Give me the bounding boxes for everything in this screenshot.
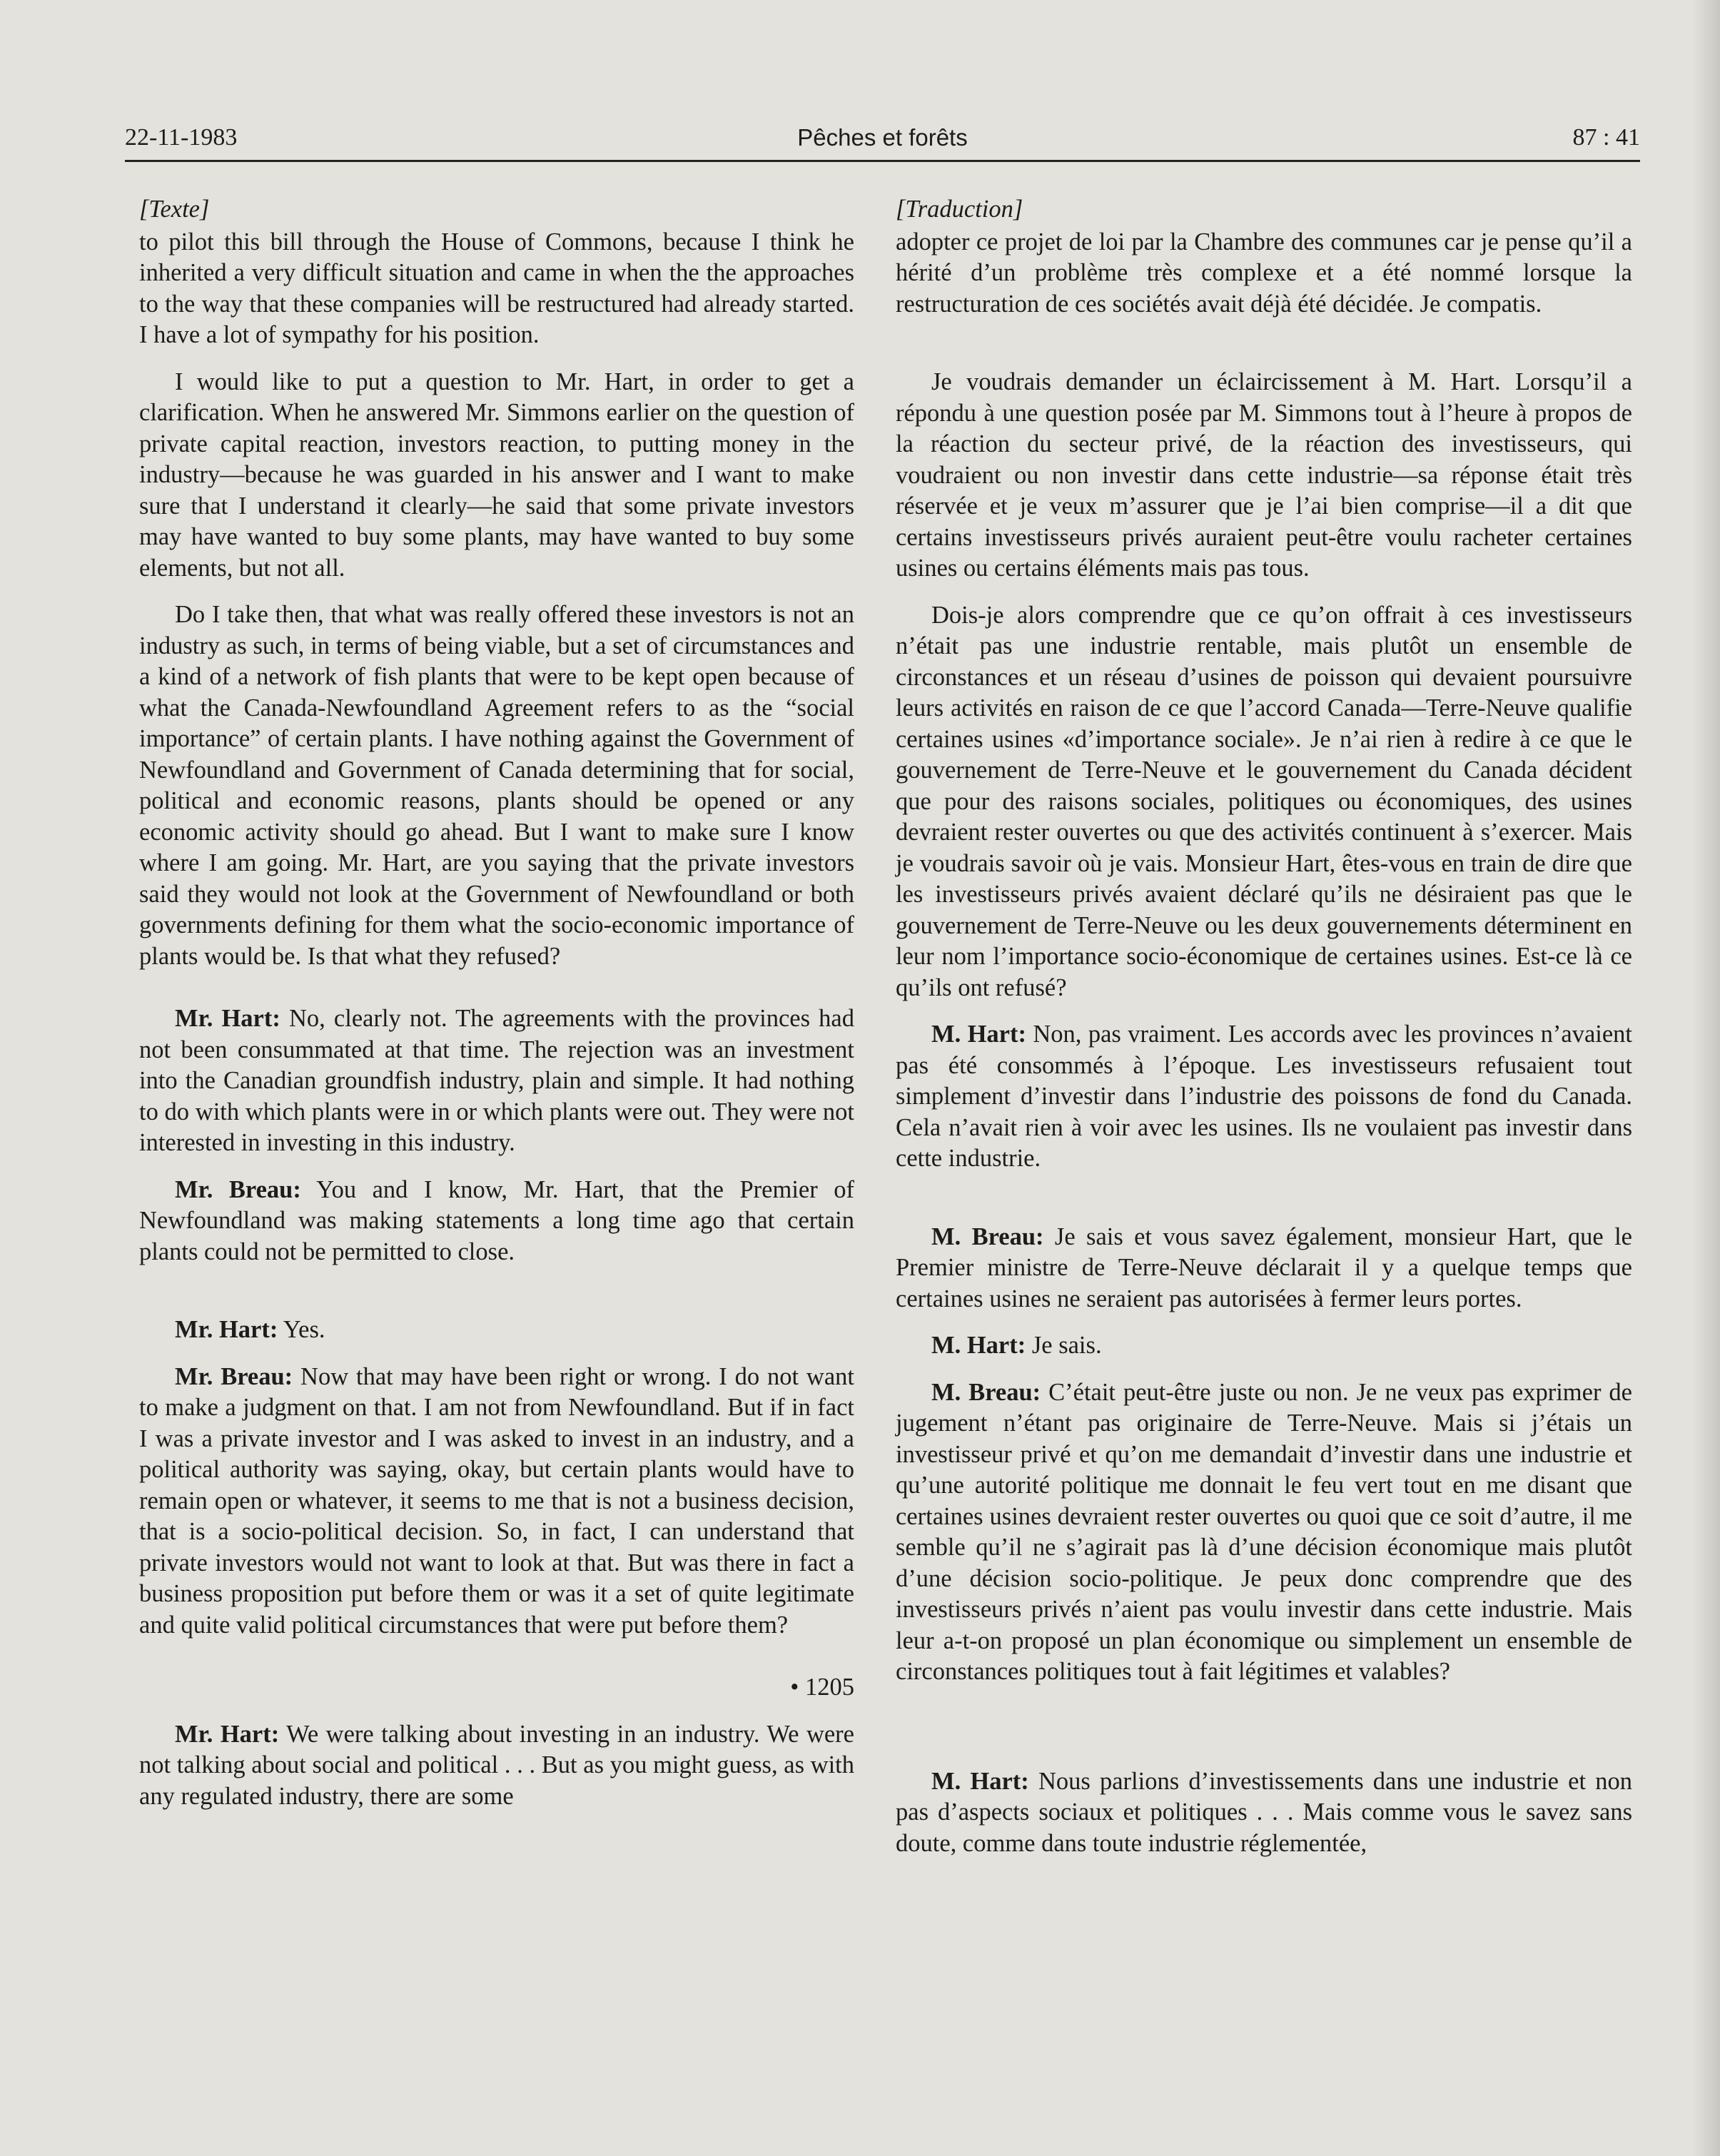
page-header [125,120,1640,160]
column-label-texte: [Texte] [139,196,210,223]
speech-mr-breau: Mr. Breau: You and I know, Mr. Hart, that the Premier of Newfoundland was making statements a long time ago that certain plants could not be permitted to close. [139,1175,854,1265]
paragraph: I would like to put a question to Mr. Hart, in order to get a clarification. When he answered Mr. Simmons earlier on the question of private capital reaction, investors reaction, to putting money in the industry—because he was guarded in his answer and I want to make sure that I understand it clearly—he said that some private investors may have wanted to buy some plants, may have wanted to buy some elements, but not all. [139,368,854,582]
speaker-label: M. Breau: [931,1223,1044,1250]
speech-m-breau: M. Breau: C’était peut-être juste ou non. Je ne veux pas exprimer de jugement n’étant pas originaire de Terre-Neuve. Mais si j’étais un investisseur privé et qu’on me demandait d’investir dans une industrie et qu’une autorité politique me donnait le feu vert tout en me disant que certaines usines devraient rester ouvertes ou quoi que ce soit d’autre, il me semble qu’il ne s’agirait pas là d’une décision économique mais plutôt d’une décision socio-politique. Je peux donc comprendre que des investisseurs privés n’aient pas voulu investir dans cette industrie. Mais leur a-t-on proposé un plan économique ou simplement un ensemble de circonstances politiques tout à fait légitimes et valables? [896,1378,1632,1685]
speaker-label: M. Breau: [931,1378,1041,1406]
paragraph: Do I take then, that what was really offered these investors is not an industry as such, in terms of being viable, but a set of circumstances and a kind of a network of fish plants that were to be kept open because of what the Canada-Newfoundland Agreement refers to as the “social importance” of certain plants. I have nothing against the Government of Newfoundland and Government of Canada determining that for social, political and economic reasons, plants should be opened or any economic activity should go ahead. But I want to make sure I know where I am going. Mr. Hart, are you saying that the private investors said they would not look at the Government of Newfoundland or both governments defining for them what the socio-economic importance of plants would be. Is that what they refused? [139,601,854,970]
header-rule [125,160,1640,162]
speech-mr-hart: Mr. Hart: We were talking about investing in an industry. We were not talking about social and political . . . But as you might guess, as with any regulated industry, there are some [139,1720,854,1810]
speaker-label: Mr. Hart: [175,1720,280,1748]
speech-mr-hart: Mr. Hart: Yes. [175,1316,325,1343]
speech-mr-breau: Mr. Breau: Now that may have been right or wrong. I do not want to make a judgment on that. I am not from Newfoundland. But if in fact I was a private investor and I was asked to invest in an industry, and a political authority was saying, okay, but certain plants would have to remain open or whatever, it seems to me that is not a business decision, that is a socio-political decision. So, in fact, I can understand that private investors would not want to look at that. But was there in fact a business proposition put before them or was it a set of quite legitimate and quite valid political circumstances that were put before them? [139,1362,854,1639]
speaker-label: M. Hart: [931,1332,1026,1359]
speech-m-hart: M. Hart: Nous parlions d’investissements dans une industrie et non pas d’aspects sociaux et politiques . . . Mais comme vous le savez sans doute, comme dans toute industrie réglementée, [896,1767,1632,1857]
time-marker: • 1205 [790,1674,854,1701]
paragraph: adopter ce projet de loi par la Chambre des communes car je pense qu’il a hérité d’un problème très complexe et a été nommé lorsque la restructuration de ces sociétés avait déjà été décidée. Je compatis. [896,228,1632,318]
english-column [139,194,854,2092]
speech-m-hart: M. Hart: Je sais. [931,1332,1102,1359]
speech-mr-hart: Mr. Hart: No, clearly not. The agreements with the provinces had not been consummated at that time. The rejection was an investment into the Canadian groundfish industry, plain and simple. It had nothing to do with which plants were in or which plants were out. They were not interested in investing in this industry. [139,1005,854,1156]
speaker-label: Mr. Breau: [175,1175,301,1203]
header-page-number: 87 : 41 [1572,124,1640,151]
french-column [896,194,1632,2092]
speech-m-breau: M. Breau: Je sais et vous savez également, monsieur Hart, que le Premier ministre de Terre-Neuve déclarait il y a quelque temps que certaines usines ne seraient pas autorisées à fermer leurs portes. [896,1223,1632,1312]
speaker-label: Mr. Hart: [175,1316,278,1343]
column-label-traduction: [Traduction] [896,196,1023,223]
header-date: 22-11-1983 [125,124,238,151]
speaker-label: Mr. Breau: [175,1362,293,1390]
speaker-label: Mr. Hart: [175,1005,280,1032]
paragraph: Dois-je alors comprendre que ce qu’on offrait à ces investisseurs n’était pas une industrie rentable, mais plutôt un ensemble de circonstances et un réseau d’usines de poisson qui devaient poursuivre leurs activités en raison de ce que l’accord Canada—Terre-Neuve qualifie certaines usines «d’importance sociale». Je n’ai rien à redire à ce que le gouvernement de Terre-Neuve et le gouvernement du Canada décident que pour des raisons sociales, politiques ou économiques, des usines devraient rester ouvertes ou que des activités continuent à s’exercer. Mais je voudrais savoir où je vais. Monsieur Hart, êtes-vous en train de dire que les investisseurs privés avaient déclaré qu’ils ne désiraient pas que le gouvernement de Terre-Neuve ou les deux gouvernements déterminent en leur nom l’importance socio-économique de certaines usines. Est-ce là ce qu’ils ont refusé? [896,601,1632,1001]
paragraph: Je voudrais demander un éclaircissement à M. Hart. Lorsqu’il a répondu à une question posée par M. Simmons tout à l’heure à propos de la réaction du secteur privé, de la réaction des investisseurs, qui voudraient ou non investir dans cette industrie—sa réponse était très réservée et je veux m’assurer que je l’ai bien comprise—il a dit que certains investisseurs privés auraient peut-être voulu racheter certaines usines ou certains éléments mais pas tous. [896,368,1632,582]
paragraph: to pilot this bill through the House of Commons, because I think he inherited a very difficult situation and came in when the the approaches to the way that these companies will be restructured had already started. I have a lot of sympathy for his position. [139,228,854,348]
speaker-label: M. Hart: [931,1767,1029,1795]
speech-m-hart: M. Hart: Non, pas vraiment. Les accords avec les provinces n’avaient pas été consommés à l’époque. Les investisseurs refusaient tout simplement d’investir dans l’industrie des poissons de fond du Canada. Cela n’avait rien à voir avec les usines. Ils ne voulaient pas investir dans cette industrie. [896,1021,1632,1172]
page-edge-shadow [1691,0,1720,2156]
header-title: Pêches et forêts [797,124,968,151]
speaker-label: M. Hart: [931,1021,1026,1048]
